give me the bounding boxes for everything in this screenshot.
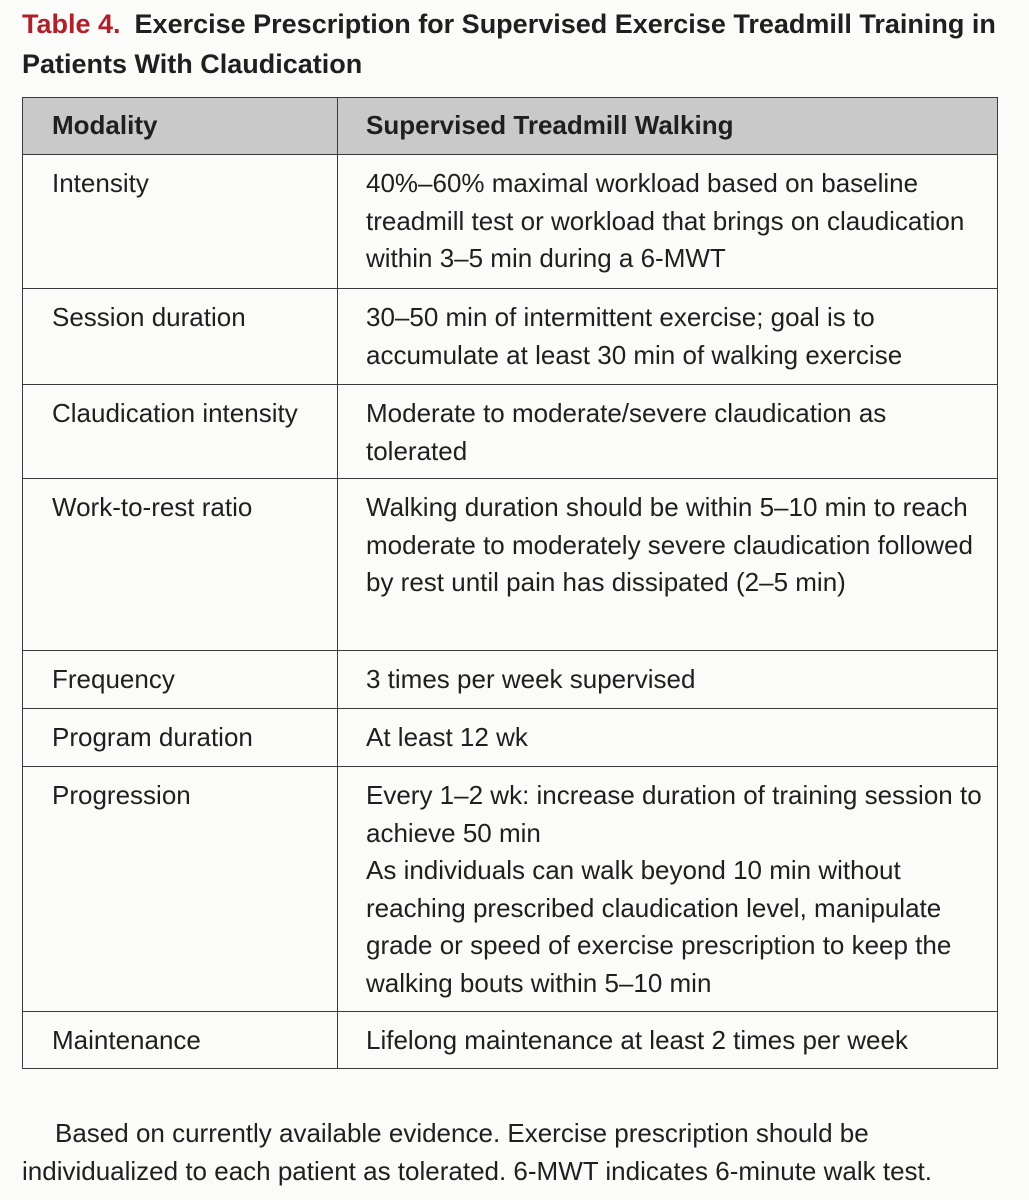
modality-cell: Program duration — [23, 709, 338, 767]
modality-cell: Frequency — [23, 651, 338, 709]
description-cell: 30–50 min of intermittent exercise; goal is to accumulate at least 30 min of walking exercise — [338, 289, 998, 385]
description-cell: Lifelong maintenance at least 2 times per week — [338, 1012, 998, 1069]
modality-cell: Work-to-rest ratio — [23, 479, 338, 651]
modality-cell: Maintenance — [23, 1012, 338, 1069]
table-row — [23, 289, 998, 385]
description-cell: 3 times per week supervised — [338, 651, 998, 709]
description-cell: Moderate to moderate/severe claudication as tolerated — [338, 385, 998, 479]
table-row — [23, 155, 998, 289]
table-row — [23, 709, 998, 767]
header-modality: Modality — [23, 98, 338, 155]
modality-cell: Session duration — [23, 289, 338, 385]
table-row — [23, 767, 998, 1012]
header-supervised-treadmill-walking: Supervised Treadmill Walking — [338, 98, 998, 155]
modality-cell: Claudication intensity — [23, 385, 338, 479]
modality-cell: Progression — [23, 767, 338, 1012]
table-caption — [22, 4, 1012, 84]
description-cell: Walking duration should be within 5–10 min to reach moderate to moderately severe claudication followed by rest until pain has dissipated (2–5 min) — [338, 479, 998, 651]
table-row — [23, 479, 998, 651]
description-cell: 40%–60% maximal workload based on baseline treadmill test or workload that brings on claudication within 3–5 min during a 6-MWT — [338, 155, 998, 289]
table-row — [23, 651, 998, 709]
exercise-prescription-table — [22, 97, 998, 1069]
table-title: Exercise Prescription for Supervised Exercise Treadmill Training in Patients With Claudication — [22, 9, 996, 79]
table-row — [23, 385, 998, 479]
table-label: Table 4. — [22, 9, 121, 39]
table-footnote: Based on currently available evidence. Exercise prescription should be individualized to each patient as tolerated. 6-MWT indicates 6-minute walk test. — [22, 1118, 932, 1186]
table-header-row — [23, 98, 998, 155]
table-row — [23, 1012, 998, 1069]
description-cell: At least 12 wk — [338, 709, 998, 767]
modality-cell: Intensity — [23, 155, 338, 289]
description-cell: Every 1–2 wk: increase duration of training session to achieve 50 min As individuals can walk beyond 10 min without reaching prescribed claudication level, manipulate grade or speed of exercise prescription to keep the walking bouts within 5–10 min — [338, 767, 998, 1012]
